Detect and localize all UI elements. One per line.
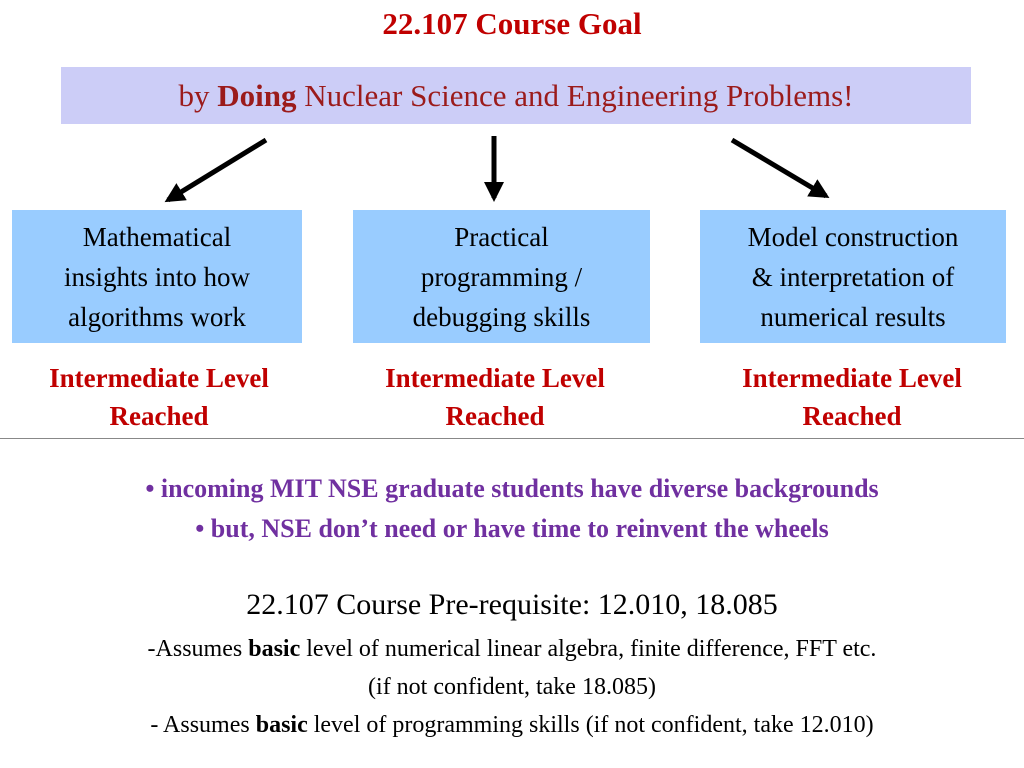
level-label-programming [340,359,650,435]
prerequisite-line-math-note: (if not confident, take 18.085) [368,674,656,700]
goal-line: Practical [454,221,549,252]
level-label-modeling [698,359,1006,435]
level-label-math [0,359,318,435]
level-line: Intermediate Level [742,363,962,393]
level-line: Intermediate Level [49,363,269,393]
goal-line: programming / [420,261,583,292]
arrow-down-left-icon [168,140,266,200]
line-prefix: -Assumes [147,636,249,662]
level-line: Reached [802,401,902,431]
goal-box-text [748,217,959,337]
bullet-diverse-backgrounds: • incoming MIT NSE graduate students have diverse backgrounds [145,474,879,503]
prerequisite-heading: 22.107 Course Pre-requisite: 12.010, 18.085 [246,588,778,621]
line-bold: basic [255,712,308,738]
banner-suffix: Nuclear Science and Engineering Problems! [296,78,854,113]
goal-line: Mathematical [82,221,232,252]
goal-line: Model construction [747,221,959,252]
goal-box-text [413,217,591,337]
goal-box-text [64,217,250,337]
arrow-down-right-icon [732,140,826,196]
goal-banner [61,67,971,124]
level-line: Reached [445,401,545,431]
prerequisite-line-programming [0,712,1024,739]
line-suffix: level of programming skills (if not confident, take 12.010) [307,712,874,738]
goal-box-modeling [700,210,1006,343]
goal-line: numerical results [760,301,946,332]
goal-line: debugging skills [412,301,591,332]
banner-emphasis: Doing [217,78,297,113]
goal-line: algorithms work [68,301,246,332]
goal-line: insights into how [63,261,251,292]
slide-title: 22.107 Course Goal [382,6,642,41]
section-divider [0,438,1024,439]
goal-box-math [12,210,302,343]
bullet-reinvent-wheels: • but, NSE don’t need or have time to reinvent the wheels [195,514,829,543]
level-line: Intermediate Level [385,363,605,393]
line-bold: basic [248,636,301,662]
line-prefix: - Assumes [150,712,256,738]
line-suffix: level of numerical linear algebra, finite difference, FFT etc. [300,636,877,662]
prerequisite-line-math [0,636,1024,663]
level-line: Reached [109,401,209,431]
banner-prefix: by [178,78,218,113]
goal-box-programming [353,210,650,343]
goal-line: & interpretation of [751,261,955,292]
